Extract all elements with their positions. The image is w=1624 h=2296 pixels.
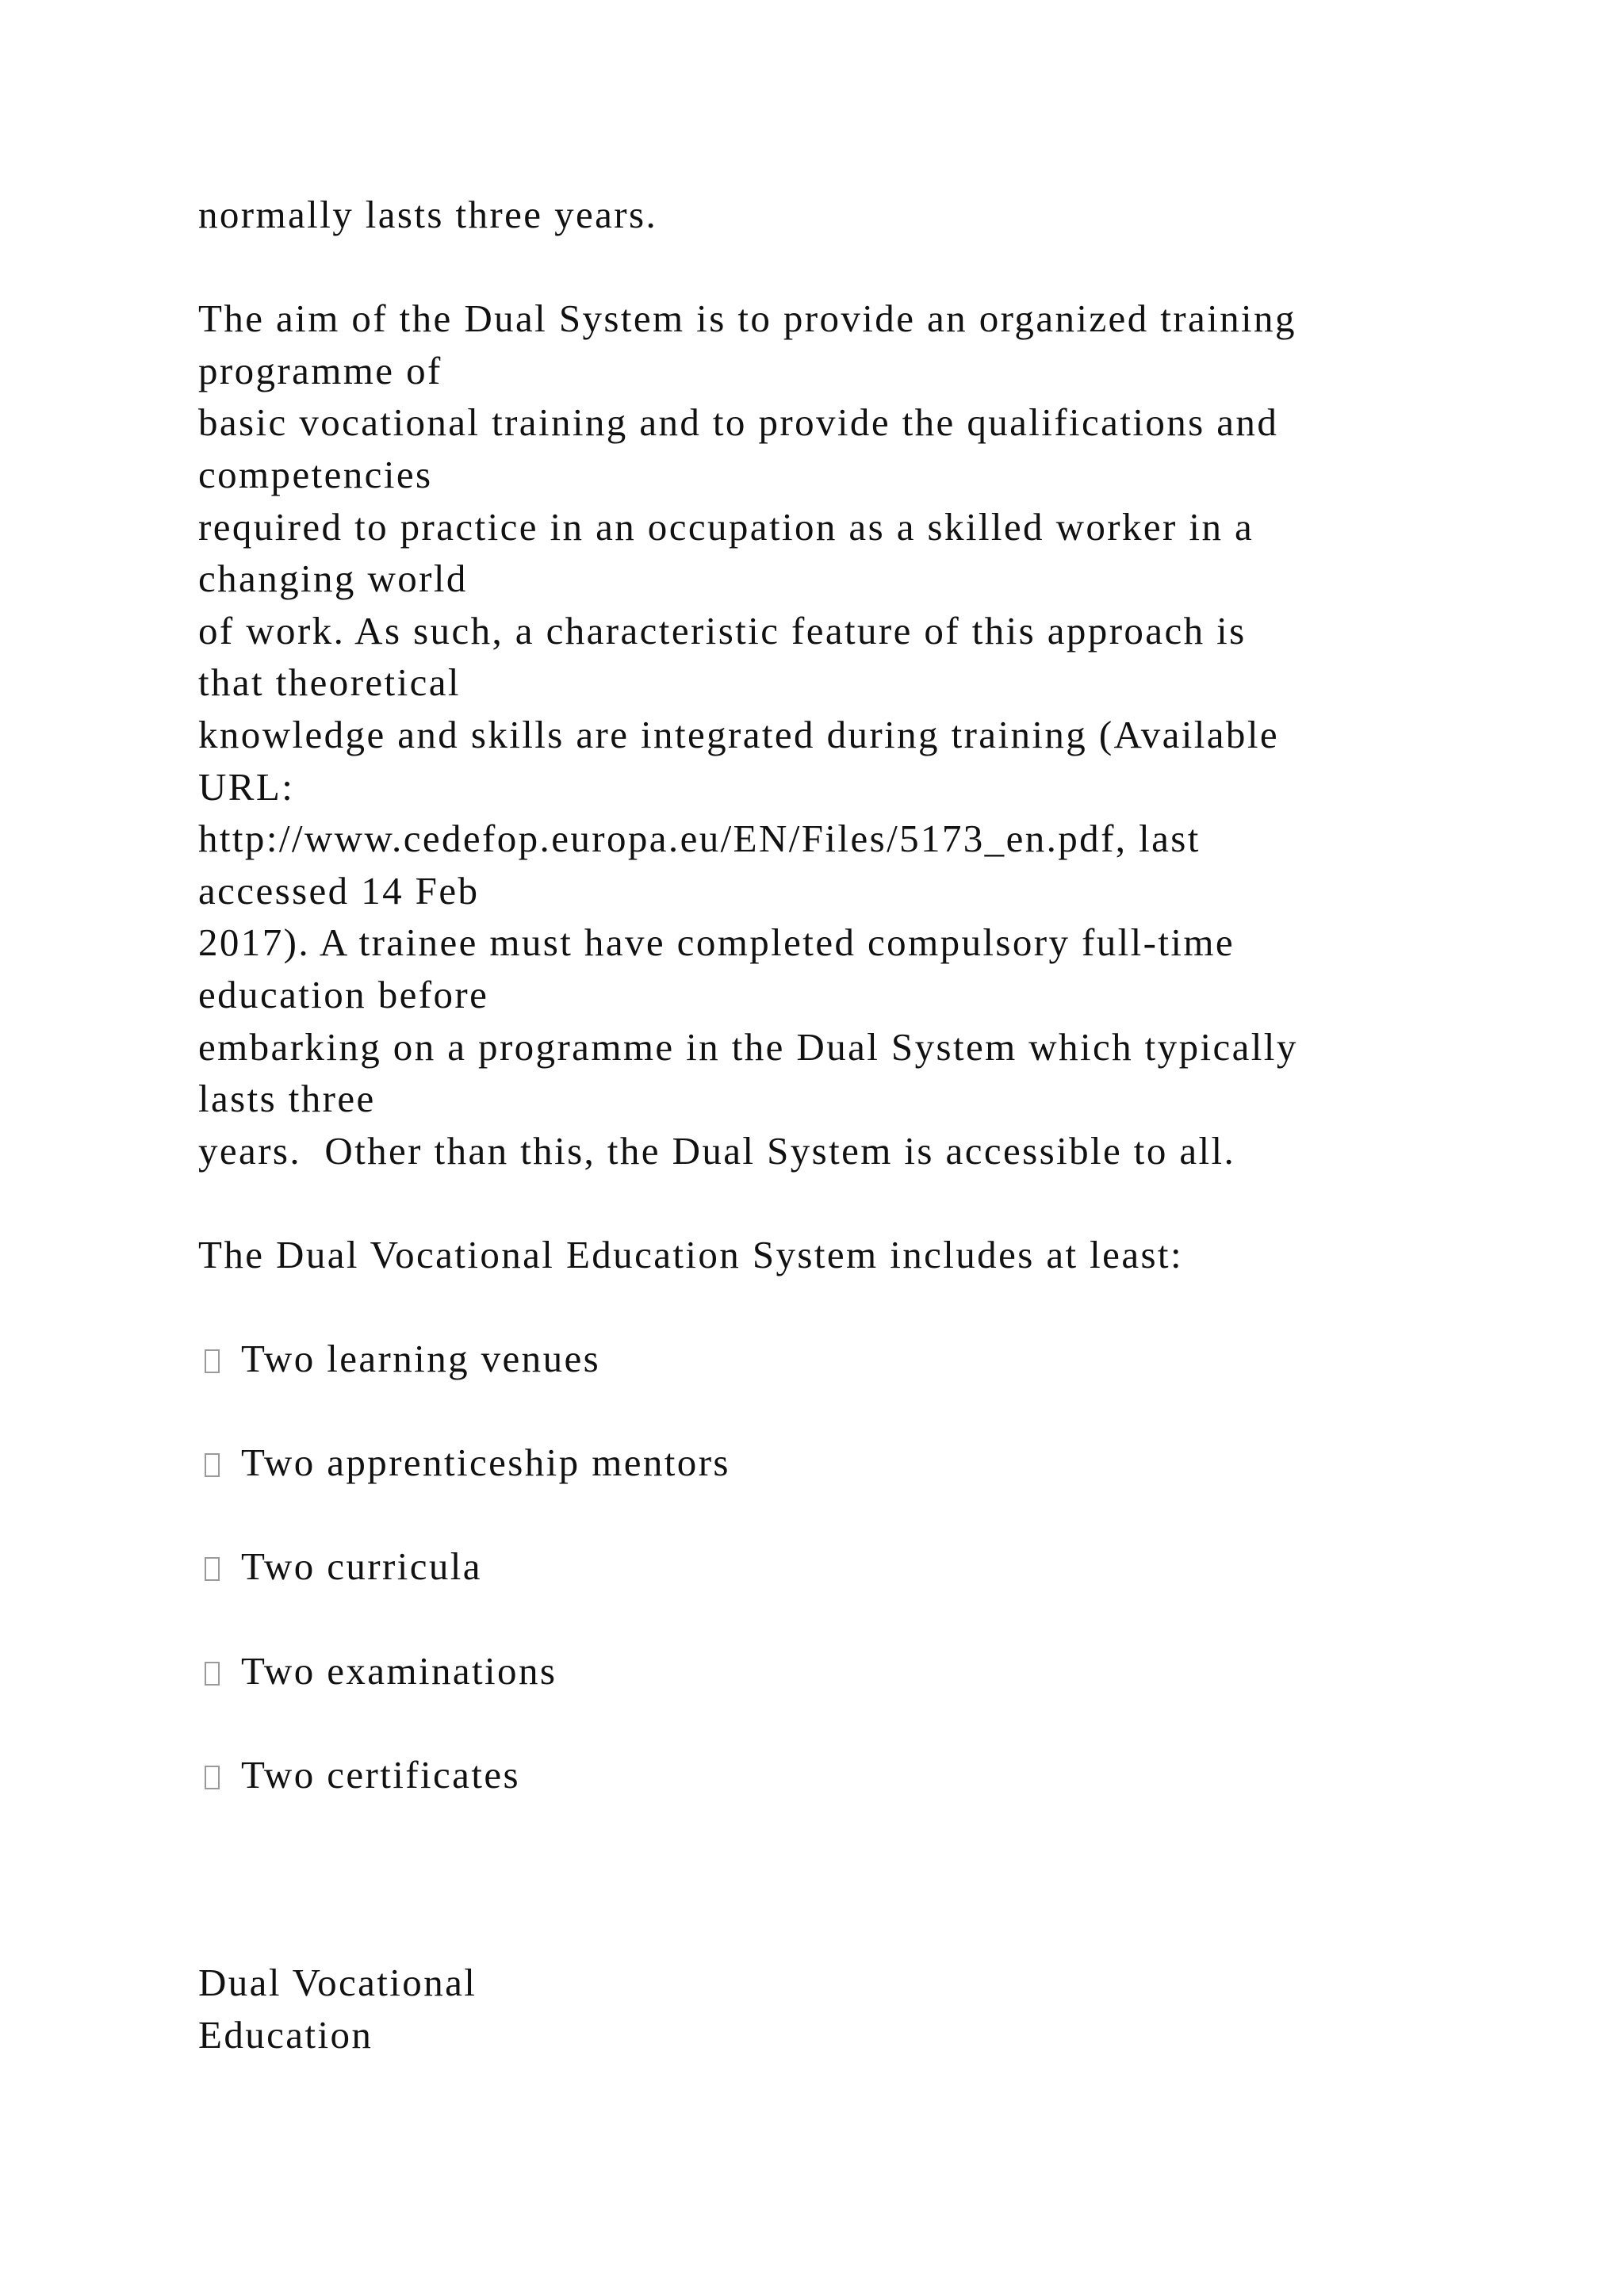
paragraph-dual-system-aim [198, 293, 1435, 1177]
list-item-text: Two certificates [241, 1752, 520, 1797]
blank-line [198, 1489, 1435, 1541]
text-line: embarking on a programme in the Dual System which typically [198, 1024, 1298, 1069]
heading-line: Education [198, 2012, 373, 2057]
text-line: education before [198, 972, 489, 1016]
text-line: URL: [198, 764, 295, 809]
blank-line [198, 1177, 1435, 1229]
text-line: lasts three [198, 1077, 376, 1121]
text-line: accessed 14 Feb [198, 868, 480, 913]
list-item-text: Two curricula [241, 1544, 482, 1589]
missing-glyph-box-icon [205, 1453, 220, 1477]
text-line: that theoretical [198, 660, 461, 705]
text-line: normally lasts three years. [198, 193, 658, 236]
list-item [198, 1333, 1435, 1385]
blank-line [198, 1853, 1435, 1905]
text-line: The aim of the Dual System is to provide an organized training [198, 297, 1297, 341]
list-item-text: Two examinations [241, 1648, 557, 1693]
list-item [198, 1437, 1435, 1489]
list-intro: The Dual Vocational Education System includes at least: [198, 1232, 1183, 1276]
blank-line [198, 1800, 1435, 1853]
list-item [198, 1749, 1435, 1801]
list-item-text: Two learning venues [241, 1337, 601, 1381]
blank-line [198, 1280, 1435, 1333]
missing-glyph-box-icon [205, 1766, 220, 1789]
heading-line: Dual Vocational [198, 1961, 477, 2005]
blank-line [198, 1697, 1435, 1749]
blank-line [198, 1385, 1435, 1437]
blank-line [198, 241, 1435, 293]
missing-glyph-box-icon [205, 1557, 220, 1581]
text-line: of work. As such, a characteristic feature of this approach is [198, 608, 1247, 652]
text-line: 2017). A trainee must have completed compulsory full-time [198, 920, 1235, 965]
blank-line [198, 1905, 1435, 1957]
url-text-line: http://www.cedefop.europa.eu/EN/Files/5173_en.pdf, last [198, 817, 1201, 861]
text-line: basic vocational training and to provide the qualifications and [198, 400, 1279, 445]
text-line: years. Other than this, the Dual System is accessible to all. [198, 1128, 1236, 1173]
text-line: required to practice in an occupation as a skilled worker in a [198, 504, 1254, 549]
list-item [198, 1540, 1435, 1593]
section-heading [198, 1957, 1435, 2061]
document-body [198, 189, 1435, 2061]
list-item-text: Two apprenticeship mentors [241, 1441, 730, 1485]
bullet-list [198, 1333, 1435, 1800]
text-line: changing world [198, 557, 468, 601]
missing-glyph-box-icon [205, 1349, 220, 1373]
text-line: programme of [198, 348, 442, 392]
blank-line [198, 1593, 1435, 1645]
list-item [198, 1645, 1435, 1697]
text-line: knowledge and skills are integrated during training (Available [198, 712, 1279, 756]
missing-glyph-box-icon [205, 1662, 220, 1686]
text-line: competencies [198, 452, 433, 496]
